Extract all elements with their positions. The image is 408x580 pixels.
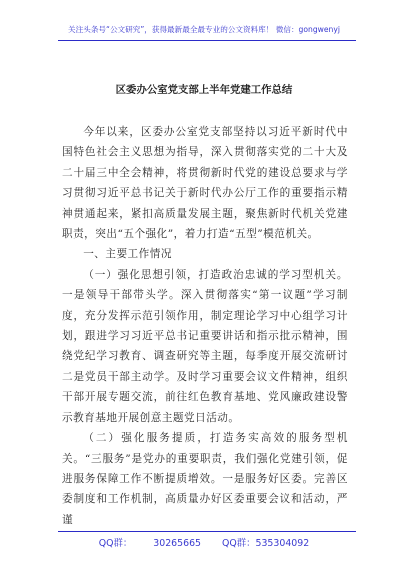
document-body [62,122,348,530]
document-title: 区委办公室党支部上半年党建工作总结 [115,84,293,96]
header-divider [58,40,356,41]
section-heading: 一、主要工作情况 [83,248,172,261]
paragraph-learning: （一）强化思想引领，打造政治忠诚的学习型机关。一是领导干部带头学。深入贯彻落实“第一议题”学习制度，充分发挥示范引领作用，制定理论学习中心组学习计划，跟进学习习近平总书记重要讲话和指示批示精神，围绕党纪学习教育、调查研究等主题，每季度开展交流研讨二是党员干部主动学。及时学习重要会议文件精神，组织干部开展专题交流，前往红色教育基地、党风廉政建设警示教育基地开展创意主题党日活动。 [62,268,348,424]
footer-qq-groups: QQ群： 30265665 QQ群：535304092 [98,538,310,549]
paragraph-intro: 今年以来，区委办公室党支部坚持以习近平新时代中国特色社会主义思想为指导，深入贯彻落实党的二十大及二十届三中全会精神，将贯彻新时代党的建设总要求与学习贯彻习近平总书记关于新时代办公厅工作的重要指示精神贯通起来，紧扣高质量发展主题，聚焦新时代机关党建职责，突出“五个强化”，着力打造“五型”模范机关。 [62,126,348,241]
paragraph-service: （二）强化服务提质，打造务实高效的服务型机关。“三服务”是党办的重要职责，我们强化党建引领，促进服务保障工作不断提质增效。一是服务好区委。完善区委制度和工作机制，高质量办好区委重要会议和活动，严谨 [62,432,348,526]
footer-divider [58,531,356,532]
header-banner: 关注头条号“公文研究”，获得最新最全最专业的公文资料库！ 微信：gongwenyj [68,25,340,34]
